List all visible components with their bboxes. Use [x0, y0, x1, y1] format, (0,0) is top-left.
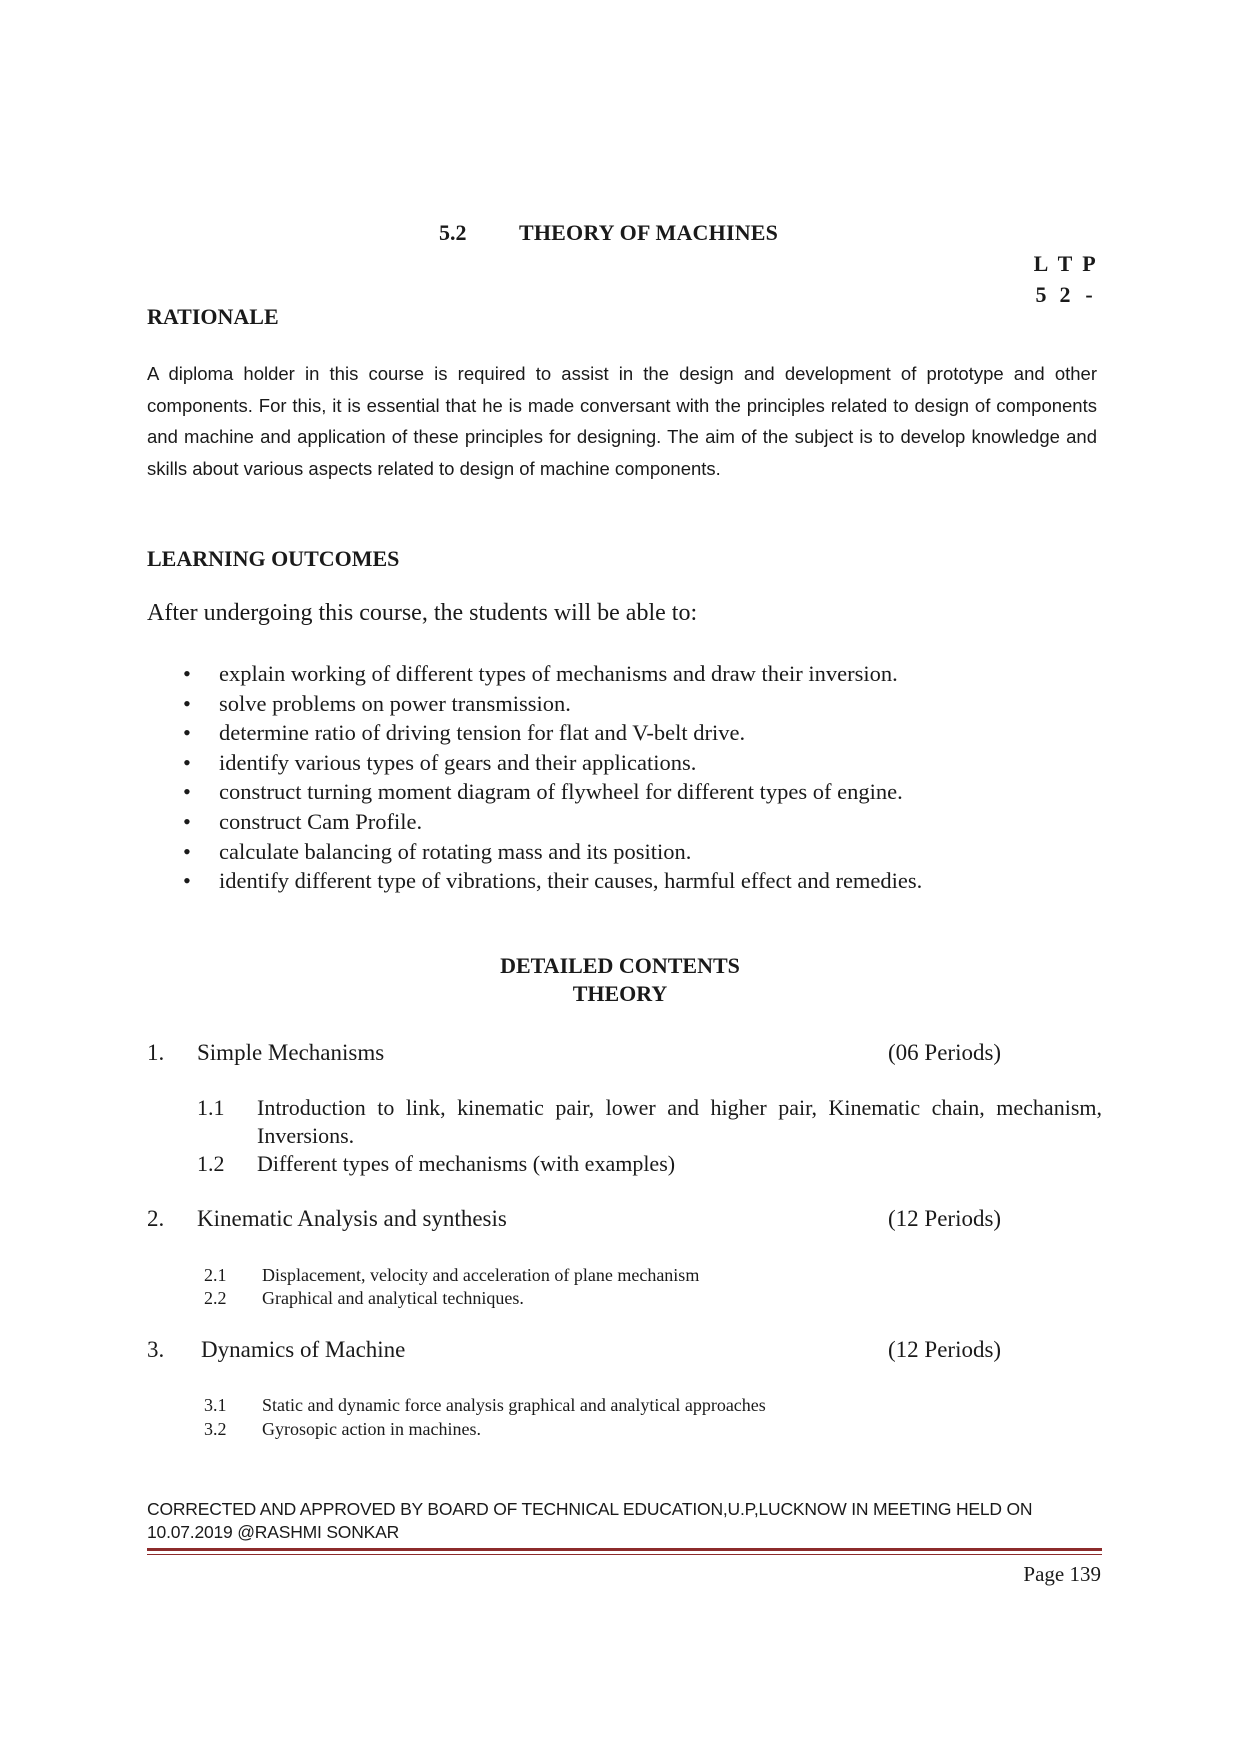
footer-line-2: 10.07.2019 @RASHMI SONKAR	[147, 1522, 400, 1542]
topic-title: Dynamics of Machine	[201, 1337, 406, 1362]
footer-line-1: CORRECTED AND APPROVED BY BOARD OF TECHNICAL EDUCATION,U.P,LUCKNOW IN MEETING HELD ON	[147, 1499, 1033, 1519]
outcome-text: calculate balancing of rotating mass and its position.	[219, 838, 692, 864]
footer-divider	[147, 1548, 1102, 1551]
bullet-icon: •	[183, 661, 191, 686]
ltp-value-p: -	[1085, 282, 1093, 307]
ltp-value-l: 5	[1035, 282, 1047, 307]
topic-title: Kinematic Analysis and synthesis	[197, 1206, 507, 1231]
outcome-text: construct turning moment diagram of flywheel for different types of engine.	[219, 779, 903, 805]
learning-outcomes-intro: After undergoing this course, the students will be able to:	[147, 600, 698, 626]
list-item	[183, 777, 922, 807]
ltp-values	[1029, 279, 1101, 310]
topic-number: 3.	[147, 1337, 165, 1362]
ltp-label-l: L	[1033, 251, 1049, 276]
outcome-text: identify various types of gears and their applications.	[219, 749, 697, 775]
bullet-icon: •	[183, 720, 191, 746]
bullet-icon: •	[183, 779, 191, 805]
list-item	[183, 866, 922, 896]
section-number: 5.2	[439, 220, 467, 245]
ltp-label-p: P	[1082, 251, 1096, 276]
footer-approval-note	[147, 1498, 1107, 1544]
bullet-icon: •	[183, 808, 191, 834]
ltp-value-t: 2	[1059, 282, 1071, 307]
topic-periods: (12 Periods)	[888, 1337, 1002, 1362]
subtopic-number: 2.1	[204, 1265, 227, 1285]
page-title: THEORY OF MACHINES	[519, 220, 779, 245]
footer-divider-thin	[147, 1554, 1102, 1555]
outcome-text: solve problems on power transmission.	[219, 690, 571, 716]
ltp-label-t: T	[1057, 251, 1073, 276]
bullet-icon: •	[183, 868, 191, 894]
list-item	[183, 807, 922, 837]
subtopic-number: 2.2	[204, 1288, 227, 1308]
ltp-table	[1029, 248, 1101, 310]
list-item	[183, 718, 922, 748]
outcome-text: explain working of different types of mechanisms and draw their inversion.	[219, 661, 898, 686]
list-item	[183, 689, 922, 719]
theory-heading: THEORY	[572, 981, 668, 1006]
rationale-heading: RATIONALE	[147, 304, 279, 329]
subtopic-text: Gyrosopic action in machines.	[262, 1419, 481, 1439]
detailed-contents-heading: DETAILED CONTENTS	[500, 953, 740, 978]
topic-periods: (06 Periods)	[888, 1040, 1002, 1065]
bullet-icon: •	[183, 838, 191, 864]
learning-outcomes-list	[183, 659, 922, 896]
list-item	[183, 748, 922, 778]
list-item	[183, 837, 922, 867]
ltp-labels	[1029, 248, 1101, 279]
subtopic-text: Introduction to link, kinematic pair, lower and higher pair, Kinematic chain, mechanism, Inversions.	[257, 1095, 1102, 1148]
learning-outcomes-heading: LEARNING OUTCOMES	[147, 546, 400, 571]
subtopic-text: Different types of mechanisms (with examples)	[257, 1151, 676, 1176]
outcome-text: identify different type of vibrations, their causes, harmful effect and remedies.	[219, 868, 923, 894]
bullet-icon: •	[183, 690, 191, 716]
subtopic-text: Static and dynamic force analysis graphical and analytical approaches	[262, 1395, 766, 1415]
subtopic-number: 3.1	[204, 1395, 227, 1415]
topic-periods: (12 Periods)	[888, 1206, 1002, 1231]
topic-title: Simple Mechanisms	[197, 1040, 385, 1065]
topic-number: 2.	[147, 1206, 165, 1231]
subtopic-text: Displacement, velocity and acceleration of plane mechanism	[262, 1265, 700, 1285]
subtopic-number: 3.2	[204, 1419, 227, 1439]
bullet-icon: •	[183, 749, 191, 775]
rationale-paragraph: A diploma holder in this course is required to assist in the design and development of prototype and other components. For this, it is essential that he is made conversant with the principles related to design of components and machine and application of these principles for designing. The aim of the subject is to develop knowledge and skills about various aspects related to design of machine components.	[147, 363, 1097, 479]
topic-number: 1.	[147, 1040, 165, 1065]
outcome-text: determine ratio of driving tension for flat and V-belt drive.	[219, 720, 746, 746]
subtopic-text: Graphical and analytical techniques.	[262, 1288, 524, 1308]
outcome-text: construct Cam Profile.	[219, 808, 423, 834]
list-item	[183, 659, 922, 689]
subtopic-number: 1.2	[197, 1151, 225, 1176]
page-number: Page 139	[1023, 1562, 1101, 1586]
subtopic-number: 1.1	[197, 1095, 225, 1120]
